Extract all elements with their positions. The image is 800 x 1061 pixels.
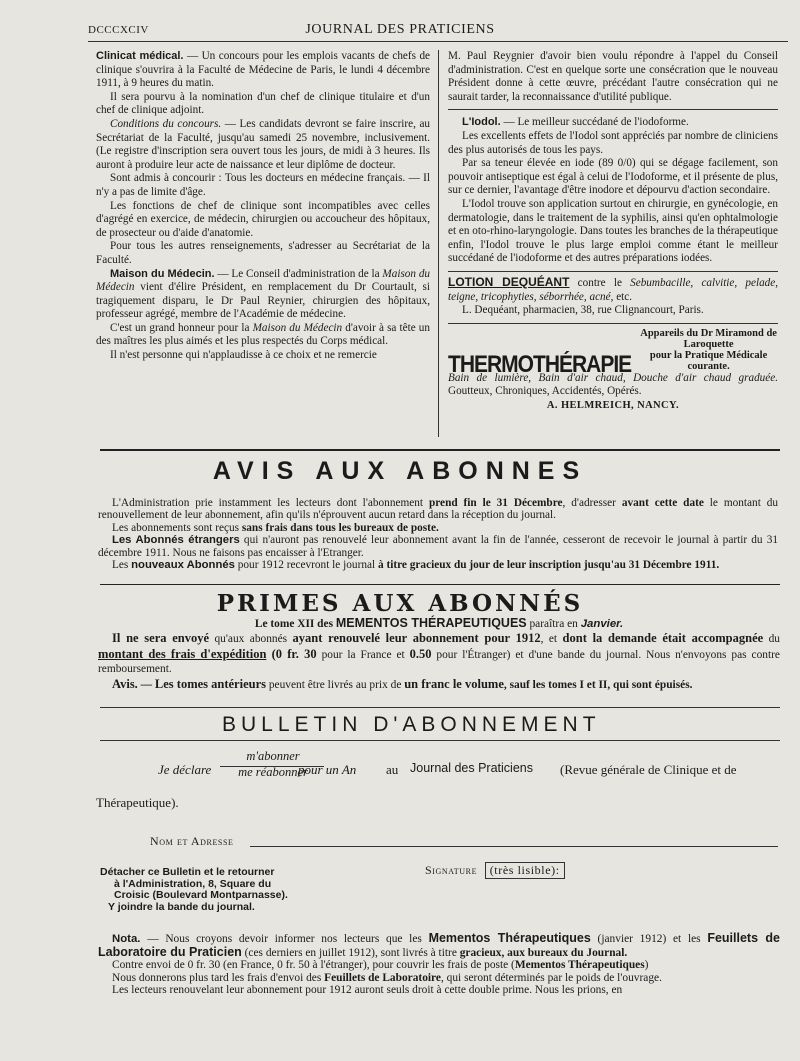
revue-label: (Revue générale de Clinique et de (560, 762, 737, 777)
honneur-text-a: C'est un grand honneur pour la (110, 321, 253, 334)
clinicat-nomination: Il sera pourvu à la nomination d'un chef de clinique titulaire et d'un chef de clinique adjoint. (96, 90, 430, 117)
nota-p1-e: Feuillets de Laboratoire du Praticien (98, 931, 780, 959)
primes-l3-b: — (137, 678, 155, 691)
header-rule (88, 41, 788, 42)
nota-p2-c: ) (644, 959, 649, 972)
lotion-address: L. Dequéant, pharmacien, 38, rue Clignancourt, Paris. (462, 304, 704, 317)
maison-text-italic: Maison du Médecin (96, 267, 430, 294)
signature-field[interactable]: (très lisible): (485, 862, 565, 879)
conditions-heading: Conditions du concours. (110, 117, 222, 130)
primes-l1-a: Le tome XII des (254, 618, 336, 630)
maison-paragraph (96, 268, 430, 322)
bulletin-rule-top (100, 707, 780, 708)
avis-p2-b: sans frais dans tous les bureaux de poste. (241, 521, 439, 534)
avis-p1-d: avant cette date (621, 497, 704, 509)
bulletin-title: BULLETIN D'ABONNEMENT (222, 713, 601, 736)
primes-l2-e: , et (540, 633, 563, 646)
au-label: au (386, 762, 399, 777)
avis-p1 (98, 497, 778, 522)
primes-body (98, 616, 780, 692)
primes-l1 (98, 616, 780, 631)
thermo-side (639, 328, 778, 372)
thermo-side-line1: Appareils du Dr Miramond de Laroquette (640, 327, 777, 350)
admis-paragraph: Sont admis à concourir : Tous les docteurs en médecine français. — Il n'y a pas de limite d'âge. (96, 172, 430, 198)
page-number: DCCCXCIV (88, 24, 149, 36)
right-column (448, 50, 778, 412)
avis-body (98, 497, 778, 571)
section-rule (100, 449, 780, 451)
option-reabonner[interactable]: me réabonner (238, 765, 308, 779)
bulletin-rule-bottom (100, 740, 780, 741)
section-rule (100, 584, 780, 585)
nota-head: Nota. (112, 933, 141, 945)
primes-l3-d: peuvent être livrés au prix de (266, 678, 405, 691)
primes-l2-c: qu'aux abonnés (209, 633, 293, 646)
detach-line1: Détacher ce Bulletin et le retourner (100, 866, 275, 878)
primes-title: PRIMES AUX ABONNÉS (216, 590, 584, 617)
thermo-title: THERMOTHÉRAPIE (448, 351, 632, 378)
primes-l2 (98, 631, 780, 676)
left-column (96, 50, 430, 438)
avis-title: AVIS AUX ABONNES (212, 457, 588, 485)
lotion-contre: contre le (569, 276, 631, 289)
primes-l2-d: ayant renouvelé leur abonnement pour 1912 (292, 631, 541, 646)
pour-un-an: pour un An (298, 762, 357, 777)
primes-l2-b: ne sera envoyé (126, 631, 210, 646)
nota-p3 (98, 972, 780, 985)
conditions-text: — Les candidats devront se faire inscrire, au Secrétariat de la Faculté, jusqu'au samedi 25 novembre, inclusivement. (Le registre d'inscription sera ouvert tous les jours, de midi à 3 heures. Ils auront à produire leur acte de naissance et leur diplôme de docteur. (96, 117, 430, 171)
nota-section (98, 932, 780, 997)
avis-p4-a: Les (112, 559, 132, 572)
nota-p2 (98, 959, 780, 972)
primes-l1-d: Janvier. (580, 618, 624, 630)
primes-l1-b: MEMENTOS THÉRAPEUTIQUES (335, 616, 527, 630)
divider (448, 323, 778, 324)
avis-p3 (98, 534, 778, 559)
je-declare: Je déclare (158, 762, 212, 777)
primes-l2-j: 0 fr. 30 (275, 646, 317, 661)
nota-p2-a: Contre envoi de 0 fr. 30 (en France, 0 fr. 50 à l'étranger), pour couvrir les frais de poste ( (112, 959, 515, 972)
lotion-etc: etc. (613, 290, 633, 303)
primes-l3-c: Les tomes antérieurs (154, 676, 266, 691)
therapeutique-label: Thérapeutique). (96, 795, 179, 810)
nota-p1-d: (janvier 1912) et les (590, 933, 708, 945)
column-divider (438, 50, 439, 437)
iodol-text: — Le meilleur succédané de l'iodoforme. (500, 116, 689, 129)
clinicat-paragraph (96, 50, 430, 91)
primes-l2-i: ( (266, 646, 276, 661)
thermo-italic: Bain de lumière, Bain d'air chaud, Douche d'air chaud graduée. (448, 371, 778, 384)
detach-line2: à l'Administration, 8, Square du (114, 877, 272, 890)
primes-l2-a: Il (112, 631, 127, 646)
nota-p4: Les lecteurs renouvelant leur abonnement pour 1912 auront seuls droit à cette double prime. Nous les prions, en (112, 984, 623, 997)
detach-line4: Y joindre la bande du journal. (108, 900, 255, 913)
thermo-rest: Goutteux, Chroniques, Accidentés, Opérés. (448, 385, 642, 398)
avis-p3-b: qui n'auront pas renouvelé leur abonnement avant la fin de l'année, cesseront de recevoir le journal à partir du 31 décembre 1911. Nous ne faisons pas encaisser à l'Etranger. (98, 534, 779, 559)
thermo-side-line2: pour la Pratique Médicale courante. (649, 349, 768, 372)
clinicat-heading: Clinicat médical. (96, 50, 184, 62)
nota-p1-b: — Nous croyons devoir informer nos lecteurs que les (140, 933, 429, 945)
fonctions-paragraph: Les fonctions de chef de clinique sont incompatibles avec celles d'agrégé en exercice, de médecin, chirurgien ou accoucheur des hôpitaux, de prosecteur ou d'aide d'anatomie. (96, 199, 430, 239)
nota-p1-f: (ces derniers en juillet 1912), sont livrés à titre (241, 946, 460, 959)
clinicat-text: — Un concours pour les emplois vacants de chefs de clinique s'ouvrira à la Faculté de Médecine de Paris, le lundi 4 décembre 1911, à 9 heures du matin. (96, 50, 430, 90)
avis-p1-c: , d'adresser (562, 497, 622, 509)
iodol-paragraph (448, 116, 778, 130)
nom-adresse-field[interactable] (250, 846, 778, 847)
honneur-text-italic: Maison du Médecin (252, 321, 343, 334)
lotion-name: LOTION DEQUÉANT (448, 274, 570, 289)
honneur-text-b: d'avoir à sa tête un des maîtres les plus aimés et les plus respectés du Corps médical. (96, 321, 430, 348)
avis-p4-d: à titre gracieux du jour de leur inscription jusqu'au 31 Décembre 1911. (377, 559, 720, 572)
iodol-heading: L'Iodol. (462, 116, 501, 129)
iodol-application: L'Iodol trouve son application surtout en chirurgie, en gynécologie, en dermatologie, dans le traitement de la syphilis, ainsi qu'en ophtalmologie et en oto-rhino-laryngologie. Dans toutes les branches de la thérapeutique enfin, l'Iodol trouve le plus large emploi comme étant le meilleur succédané de l'iodoforme et des autres préparations iodées. (448, 197, 778, 265)
primes-l3-e: un franc le volume (404, 676, 504, 691)
primes-l2-f: dont la demande était accompagnée (562, 631, 764, 646)
avis-p4-b: nouveaux Abonnés (131, 559, 235, 572)
nota-p1 (98, 932, 780, 959)
thermo-signature: A. HELMREICH, NANCY. (546, 399, 680, 411)
maison-heading: Maison du Médecin. (110, 267, 215, 280)
signature-label: Signature (425, 863, 478, 877)
primes-l1-c: paraîtra en (526, 618, 581, 630)
primes-l2-l: 0.50 (409, 646, 432, 661)
personne-paragraph: Il n'est personne qui n'applaudisse à ce choix et ne remercie (110, 349, 377, 362)
iodol-teneur: Par sa teneur élevée en iode (89 0/0) qui se dégage facilement, son pouvoir antiseptique est égal à celui de l'Iodoforme, et il présente de plus, sur ce dernier, l'avantage d'être inodore et dépourvu d'action secondaire. (448, 157, 778, 197)
primes-l2-g: du (763, 633, 781, 646)
primes-l3-a: Avis. (112, 676, 138, 691)
reygnier-paragraph: M. Paul Reygnier d'avoir bien voulu répondre à l'appel du Conseil d'administration. C'est en quelque sorte une consécration que le nouveau Président donne à cette œuvre, précédant l'autre consécration qui ne saurait tarder, la reconnaissance d'utilité publique. (448, 50, 778, 103)
nota-p2-b: Mementos Thérapeutiques (514, 959, 645, 972)
primes-l2-h: montant des frais d'expédition (98, 646, 267, 661)
honneur-paragraph (96, 322, 430, 349)
journal-name: Journal des Praticiens (410, 761, 533, 775)
avis-p2 (98, 522, 778, 534)
avis-p1-e: le montant du renouvellement de leur abonnement, afin qu'ils n'éprouvent aucun retard dans la réception du journal. (98, 497, 779, 522)
maison-text-b: vient d'élire Président, en remplacement du Dr Courtault, si tragiquement disparu, le Dr Paul Reynier, chirurgien des hôpitaux, professeur agrégé, membre de l'Académie de médecine. (96, 281, 430, 321)
avis-p2-a: Les abonnements sont reçus (112, 521, 242, 534)
nota-p1-c: Mementos Thérapeutiques (428, 931, 591, 945)
lotion-ad (448, 276, 778, 304)
avis-p1-a: L'Administration prie instamment les lecteurs dont l'abonnement (112, 497, 429, 509)
option-abonner[interactable]: m'abonner (246, 749, 300, 763)
journal-title: JOURNAL DES PRATICIENS (305, 22, 495, 37)
nom-adresse-label: Nom et Adresse (150, 834, 234, 848)
nota-p3-a: Nous donnerons plus tard les frais d'envoi des (112, 971, 325, 984)
primes-l2-m: pour l'Étranger) et d'une bande du journal. Nous n'envoyons pas contre remboursement. (98, 648, 780, 676)
detach-line3: Croisic (Boulevard Montparnasse). (114, 889, 288, 901)
nota-p3-c: , qui seront déterminés par le poids de l'ouvrage. (440, 971, 662, 984)
maison-text-a: — Le Conseil d'administration de la (214, 267, 383, 280)
avis-p3-a: Les Abonnés étrangers (112, 534, 240, 547)
divider (448, 109, 778, 110)
renseignements-paragraph: Pour tous les autres renseignements, s'adresser au Secrétariat de la Faculté. (96, 240, 430, 266)
iodol-effets: Les excellents effets de l'Iodol sont appréciés par nombre de cliniciens des plus autorisés de tous les pays. (448, 129, 778, 156)
conditions-paragraph (96, 118, 430, 172)
primes-l3 (98, 677, 780, 692)
detach-instructions (100, 867, 288, 913)
divider (448, 271, 778, 272)
avis-p1-b: prend fin le 31 Décembre (428, 497, 563, 509)
primes-l3-f: , sauf les tomes I et II, qui sont épuisés. (503, 678, 693, 691)
signature-area (425, 862, 565, 879)
avis-p4 (98, 559, 778, 571)
primes-l2-k: pour la France et (316, 648, 410, 661)
nota-p3-b: Feuillets de Laboratoire (324, 971, 441, 984)
nota-p1-g: gracieux, aux bureaux du Journal. (459, 946, 628, 959)
lotion-indications: Sebumbacille, calvitie, pelade, teigne, tricophyties, séborrhée, acné, (448, 276, 779, 303)
avis-p4-c: pour 1912 recevront le journal (234, 559, 378, 572)
